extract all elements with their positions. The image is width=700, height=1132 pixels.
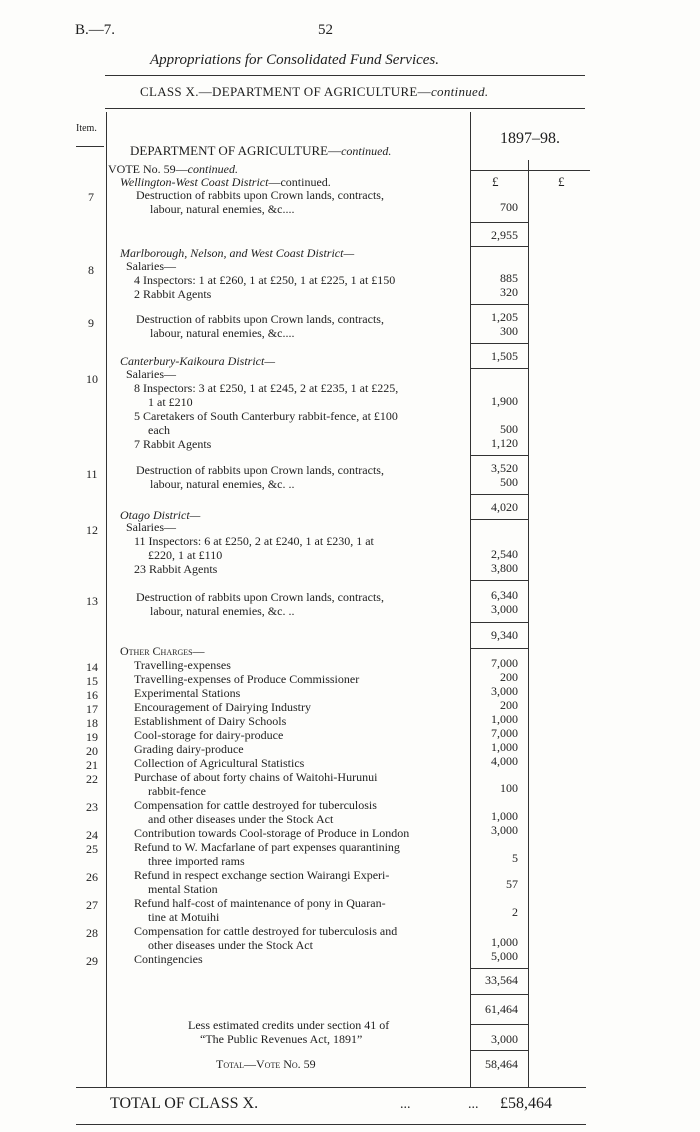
amount-cell: 3,000 [491,602,518,616]
line-text: labour, natural enemies, &c.... [150,326,295,340]
header-rule-bottom [105,108,585,109]
line-text: Grading dairy-produce [134,742,244,756]
subtotal-rule [470,519,528,520]
amount-cell: 5,000 [491,949,518,963]
item-number: 8 [88,263,94,277]
line-text: each [148,423,170,437]
page-title: Appropriations for Consolidated Fund Services. [150,52,440,68]
subtotal-rule [470,222,528,223]
line-text: labour, natural enemies, &c. .. [150,477,295,491]
item-number: 10 [86,372,98,386]
subtotal-cell: 33,564 [485,973,518,987]
amount-cell: 7,000 [491,726,518,740]
class-total-label: TOTAL OF CLASS X. [110,1095,259,1112]
section-wellington-suffix: —continued. [268,175,331,189]
item-number: 14 [86,660,98,674]
class-title [140,84,488,100]
amount-cell: 4,000 [491,754,518,768]
item-number: 26 [86,870,98,884]
subtotal-rule [470,1024,528,1025]
item-number: 18 [86,716,98,730]
amount-cell: 200 [500,698,518,712]
item-number: 22 [86,772,98,786]
line-text: Travelling-expenses [134,658,231,672]
amount-cell: 1,205 [491,310,518,324]
line-text: Destruction of rabbits upon Crown lands, contracts, [136,188,384,202]
amount-cell: 2,540 [491,547,518,561]
line-text: Contingencies [134,952,203,966]
line-text: Experimental Stations [134,686,241,700]
dept-heading [130,143,391,159]
pound-sign-1: £ [492,174,499,189]
class-total-dots: ... [468,1097,479,1112]
subtotal-rule [470,968,528,969]
amount-cell: 1,000 [491,740,518,754]
pound-sign-2: £ [558,174,565,189]
line-text: Travelling-expenses of Produce Commissioner [134,672,360,686]
item-number: 28 [86,926,98,940]
credits-label: “The Public Revenues Act, 1891” [200,1032,363,1046]
amount-cell: 200 [500,670,518,684]
amount-cell: 1,120 [491,436,518,450]
item-header-rule [76,146,104,147]
line-text: Collection of Agricultural Statistics [134,756,305,770]
amount-cell: 1,000 [491,712,518,726]
item-number: 16 [86,688,98,702]
amount-cell: 500 [500,422,518,436]
line-text: Salaries— [126,367,176,381]
subtotal-rule [470,455,528,456]
line-text: 11 Inspectors: 6 at £250, 2 at £240, 1 at £230, 1 at [134,534,374,548]
class-title-main: CLASS X.—DEPARTMENT OF AGRICULTURE— [140,84,431,99]
line-text: 5 Caretakers of South Canterbury rabbit-fence, at £100 [134,409,398,423]
item-number: 29 [86,954,98,968]
amount-cell: 6,340 [491,588,518,602]
vote-label: VOTE No. 59— [108,162,188,176]
item-number: 13 [86,594,98,608]
vote-suffix: continued. [187,162,238,176]
line-text: 1 at £210 [148,395,193,409]
item-column-divider [106,112,107,1087]
line-text: 2 Rabbit Agents [134,287,212,301]
section-canterbury: Canterbury-Kaikoura District— [120,354,275,368]
line-text: 7 Rabbit Agents [134,437,212,451]
line-text: and other diseases under the Stock Act [148,812,334,826]
subtotal-rule [470,494,528,495]
line-text: Destruction of rabbits upon Crown lands, contracts, [136,463,384,477]
amount-cell: 3,000 [491,823,518,837]
subtotal-rule [470,368,528,369]
subtotal-rule [470,343,528,344]
line-text: other diseases under the Stock Act [148,938,313,952]
amount-cell: 5 [512,851,518,865]
header-rule-top [105,75,585,76]
class-total-dots: ... [400,1097,411,1112]
line-text: Contribution towards Cool-storage of Produce in London [134,826,410,840]
item-number: 23 [86,800,98,814]
section-otago: Otago District— [120,508,201,522]
subtotal-column-divider [528,160,529,1087]
item-number: 11 [86,467,98,481]
line-text: 4 Inspectors: 1 at £260, 1 at £250, 1 at £225, 1 at £150 [134,273,396,287]
item-number: 24 [86,828,98,842]
item-number: 27 [86,898,98,912]
year-header-rule [470,170,590,171]
line-text: 8 Inspectors: 3 at £250, 1 at £245, 2 at £235, 1 at £225, [134,381,399,395]
amount-cell: 300 [500,324,518,338]
amount-cell: 3,800 [491,561,518,575]
subtotal-cell: 2,955 [491,228,518,242]
line-text: Compensation for cattle destroyed for tuberculosis and [134,924,398,938]
item-number: 17 [86,702,98,716]
dept-heading-main: DEPARTMENT OF AGRICULTURE— [130,143,342,158]
line-text: tine at Motuihi [148,910,220,924]
line-text: Salaries— [126,259,176,273]
item-number: 15 [86,674,98,688]
page-ref: B.—7. [75,22,116,38]
line-text: labour, natural enemies, &c. .. [150,604,295,618]
page-number: 52 [318,22,333,38]
credits-amount: 3,000 [491,1032,518,1046]
subtotal-rule [470,994,528,995]
line-text: Purchase of about forty chains of Waitohi-Hurunui [134,770,378,784]
total-vote-amount: 58,464 [485,1057,518,1071]
line-text: mental Station [148,882,218,896]
dept-heading-suffix: continued. [341,144,392,158]
class-title-suffix: continued. [430,84,489,99]
line-text: £220, 1 at £110 [148,548,223,562]
amount-cell: 885 [500,271,518,285]
item-column-header: Item. [76,123,97,134]
line-text: 23 Rabbit Agents [134,562,218,576]
line-text: Refund in respect exchange section Wairangi Experi- [134,868,390,882]
line-text: labour, natural enemies, &c.... [150,202,295,216]
line-text: Destruction of rabbits upon Crown lands, contracts, [136,312,384,326]
amount-cell: 3,000 [491,684,518,698]
subtotal-rule [470,246,528,247]
subtotal-cell: 1,505 [491,349,518,363]
item-number: 21 [86,758,98,772]
subtotal-cell: 9,340 [491,628,518,642]
line-text: Compensation for cattle destroyed for tuberculosis [134,798,377,812]
total-vote-label: Total—Vote No. 59 [216,1057,316,1071]
item-number: 7 [88,190,94,204]
line-text: Establishment of Dairy Schools [134,714,287,728]
line-text: rabbit-fence [148,784,206,798]
class-total-rule [76,1087,586,1088]
amount-cell: 3,520 [491,461,518,475]
class-total-amount: £58,464 [500,1095,552,1112]
section-other-charges: Other Charges— [120,644,205,658]
credits-label: Less estimated credits under section 41 of [188,1018,390,1032]
line-text: Salaries— [126,520,176,534]
line-text: Refund half-cost of maintenance of pony in Quaran- [134,896,386,910]
item-number: 25 [86,842,98,856]
amount-cell: 1,900 [491,394,518,408]
year-header: 1897–98. [500,130,560,147]
line-text: Destruction of rabbits upon Crown lands, contracts, [136,590,384,604]
subtotal-rule [470,1050,528,1051]
amount-cell: 500 [500,475,518,489]
item-number: 19 [86,730,98,744]
item-number: 20 [86,744,98,758]
subtotal-rule [470,580,528,581]
item-number: 9 [88,316,94,330]
line-text: Refund to W. Macfarlane of part expenses quarantining [134,840,400,854]
section-wellington-name: Wellington-West Coast District [120,175,269,189]
amount-cell: 1,000 [491,935,518,949]
subtotal-cell: 4,020 [491,500,518,514]
subtotal-rule [470,622,528,623]
line-text: Cool-storage for dairy-produce [134,728,284,742]
amount-cell: 100 [500,781,518,795]
line-text: Encouragement of Dairying Industry [134,700,311,714]
amount-cell: 2 [512,905,518,919]
amount-cell: 320 [500,285,518,299]
amount-cell: 7,000 [491,656,518,670]
class-total-bottom-rule [76,1124,586,1125]
amount-cell: 57 [506,877,518,891]
section-marlborough: Marlborough, Nelson, and West Coast District— [120,246,355,260]
amount-cell: 700 [500,200,518,214]
subtotal-rule [470,648,528,649]
line-text: three imported rams [148,854,245,868]
subtotal-rule [470,304,528,305]
item-number: 12 [86,523,98,537]
subtotal-cell: 61,464 [485,1002,518,1016]
amount-cell: 1,000 [491,809,518,823]
